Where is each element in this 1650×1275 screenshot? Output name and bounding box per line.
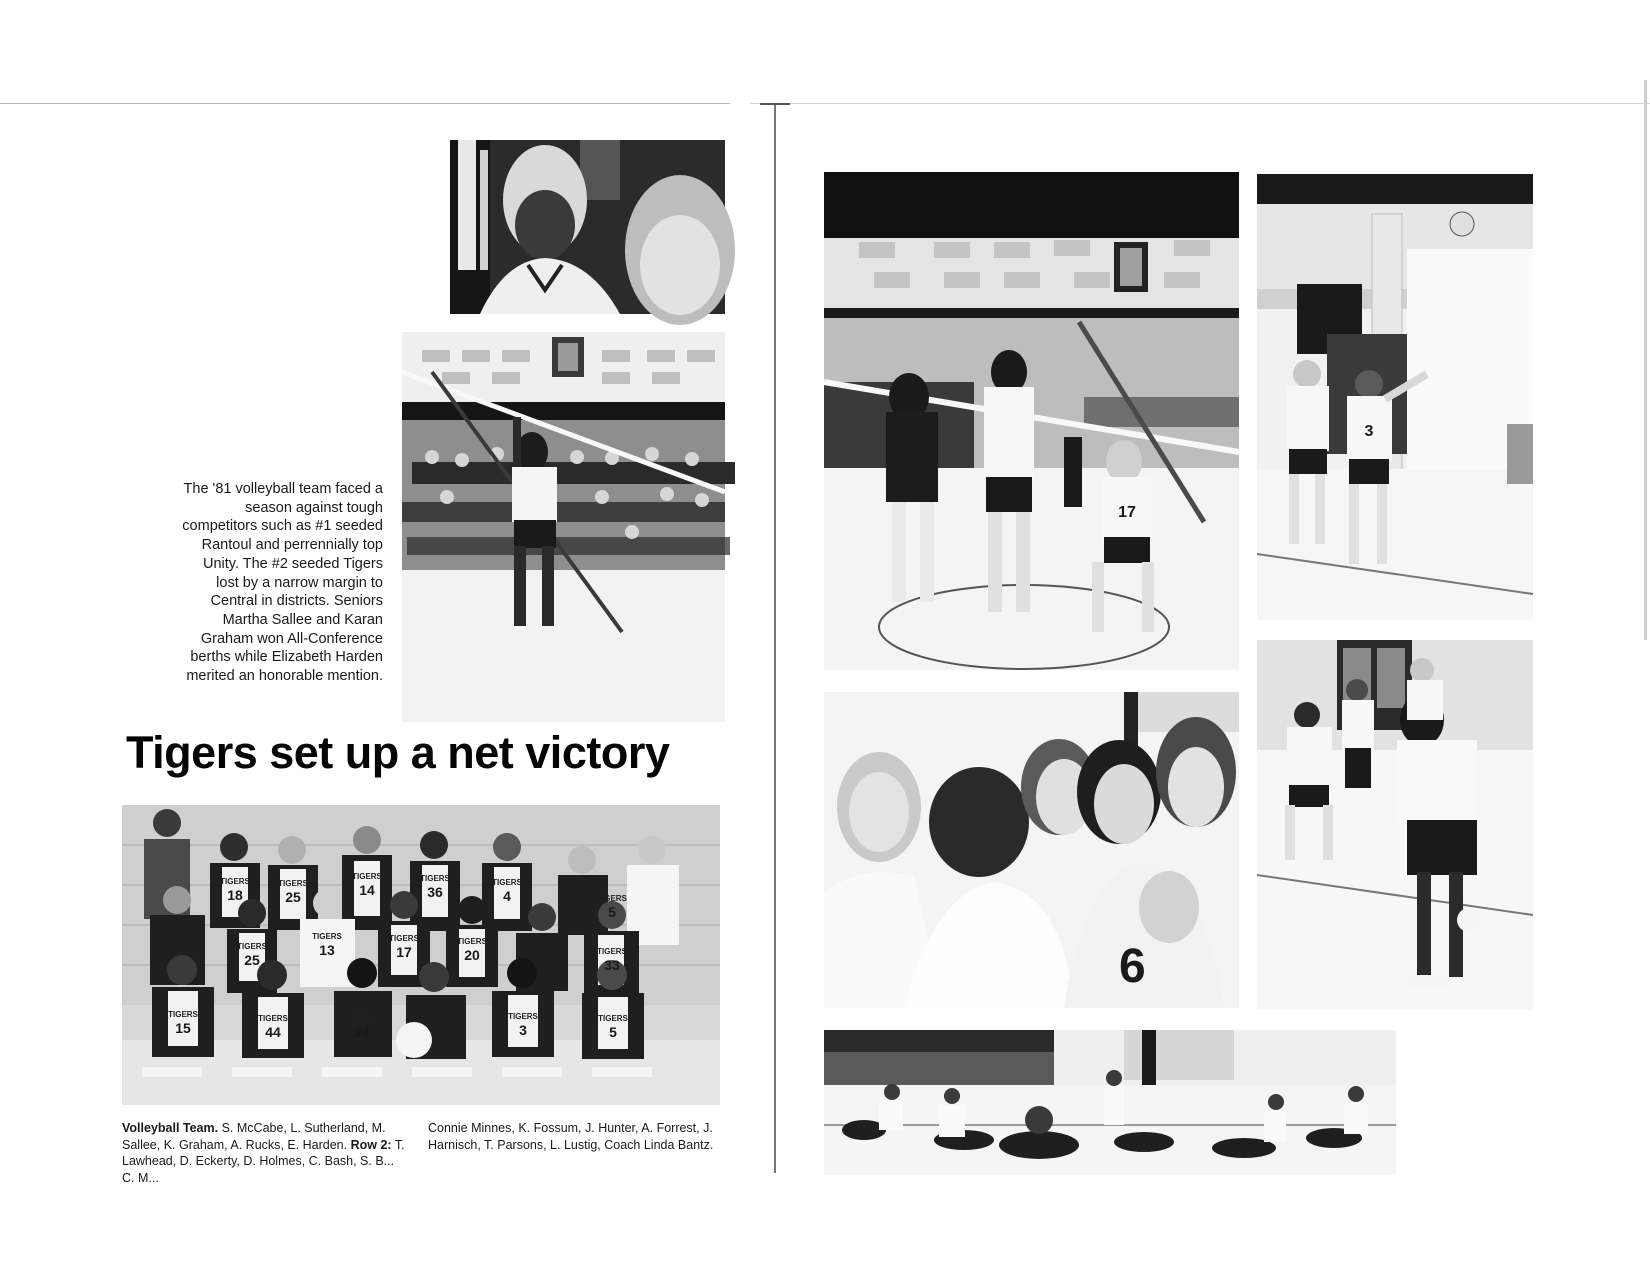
team-caption-column-1	[122, 1120, 407, 1185]
warmup-stretching-photo	[824, 1030, 1396, 1175]
jersey-lettering: TIGERS	[597, 947, 627, 956]
jersey-number: 5	[609, 1024, 617, 1040]
top-rule-right	[750, 103, 1650, 104]
jersey-lettering: TIGERS	[312, 932, 342, 941]
player-portrait-photo	[450, 140, 725, 314]
caption-row-2-label: Row 2:	[350, 1137, 392, 1152]
jersey-lettering: TIGERS	[168, 1010, 198, 1019]
intro-paragraph: The '81 volleyball team faced a season against tough competitors such as #1 seeded Rantoul and perrennially top Unity. The #2 seeded Tigers lost by a narrow margin to Central in districts. Seniors Martha Sallee and Karan Graham won All-Conference berths while Elizabeth Harden merited an honorable mention.	[182, 481, 383, 685]
gutter-tick	[760, 103, 790, 105]
jersey-number: 33	[604, 957, 620, 973]
huddle-jersey-number: 6	[1119, 940, 1146, 993]
jersey-lettering: TIGERS	[352, 872, 382, 881]
jersey-lettering: TIGERS	[258, 1014, 288, 1023]
jersey-number: 3	[1364, 423, 1374, 440]
jersey-number: 25	[244, 952, 260, 968]
jersey-lettering: TIGERS	[598, 1014, 628, 1023]
jersey-number: 24	[354, 1024, 370, 1040]
jersey-number: 18	[227, 887, 243, 903]
jersey-lettering: TIGERS	[220, 877, 250, 886]
jersey-lettering: TIGERS	[457, 937, 487, 946]
jersey-lettering: TIGERS	[347, 1014, 377, 1023]
caption-continued: Connie Minnes, K. Fossum, J. Hunter, A. Forrest, J. Harnisch, T. Parsons, L. Lustig, Coach Linda Bantz.	[428, 1121, 714, 1152]
jersey-lettering: TIGERS	[508, 1012, 538, 1021]
jersey-number: 17	[396, 944, 412, 960]
team-caption-column-2	[428, 1120, 728, 1153]
jersey-lettering: TIGERS	[420, 874, 450, 883]
caption-row-1: S. McCabe, L. Sutherland, M. Sallee, K. Graham, A. Rucks, E. Harden.	[122, 1121, 386, 1152]
jersey-lettering: TIGERS	[237, 942, 267, 951]
jersey-number: 15	[175, 1020, 191, 1036]
headline: Tigers set up a net victory	[126, 727, 670, 778]
jersey-lettering: TIGERS	[389, 934, 419, 943]
jersey-number: 25	[285, 889, 301, 905]
page-gutter	[774, 103, 776, 1173]
page-edge	[1644, 80, 1647, 640]
top-rule-left	[0, 103, 730, 104]
jersey-number: 13	[319, 942, 335, 958]
jersey-lettering: TIGERS	[597, 894, 627, 903]
bump-ready-photo	[1257, 640, 1533, 1010]
block-at-net-photo	[824, 172, 1239, 670]
jersey-number: 14	[359, 882, 375, 898]
jersey-number: 44	[265, 1024, 281, 1040]
jersey-number: 20	[464, 947, 480, 963]
jersey-number: 17	[1118, 504, 1136, 521]
serve-receive-photo	[1257, 174, 1533, 620]
team-group-photo	[122, 805, 720, 1105]
caption-lead: Volleyball Team.	[122, 1121, 219, 1135]
spike-at-net-photo	[402, 332, 725, 722]
caption-row-2: T. Lawhead, D. Eckerty, D. Holmes, C. Bash, S. B... C. M...	[122, 1137, 405, 1185]
jersey-lettering: TIGERS	[278, 879, 308, 888]
jersey-number: 4	[503, 888, 511, 904]
jersey-number: 5	[608, 904, 616, 920]
jersey-number: 3	[519, 1022, 527, 1038]
jersey-number: 36	[427, 884, 443, 900]
team-huddle-photo	[824, 692, 1239, 1008]
jersey-lettering: TIGERS	[492, 878, 522, 887]
